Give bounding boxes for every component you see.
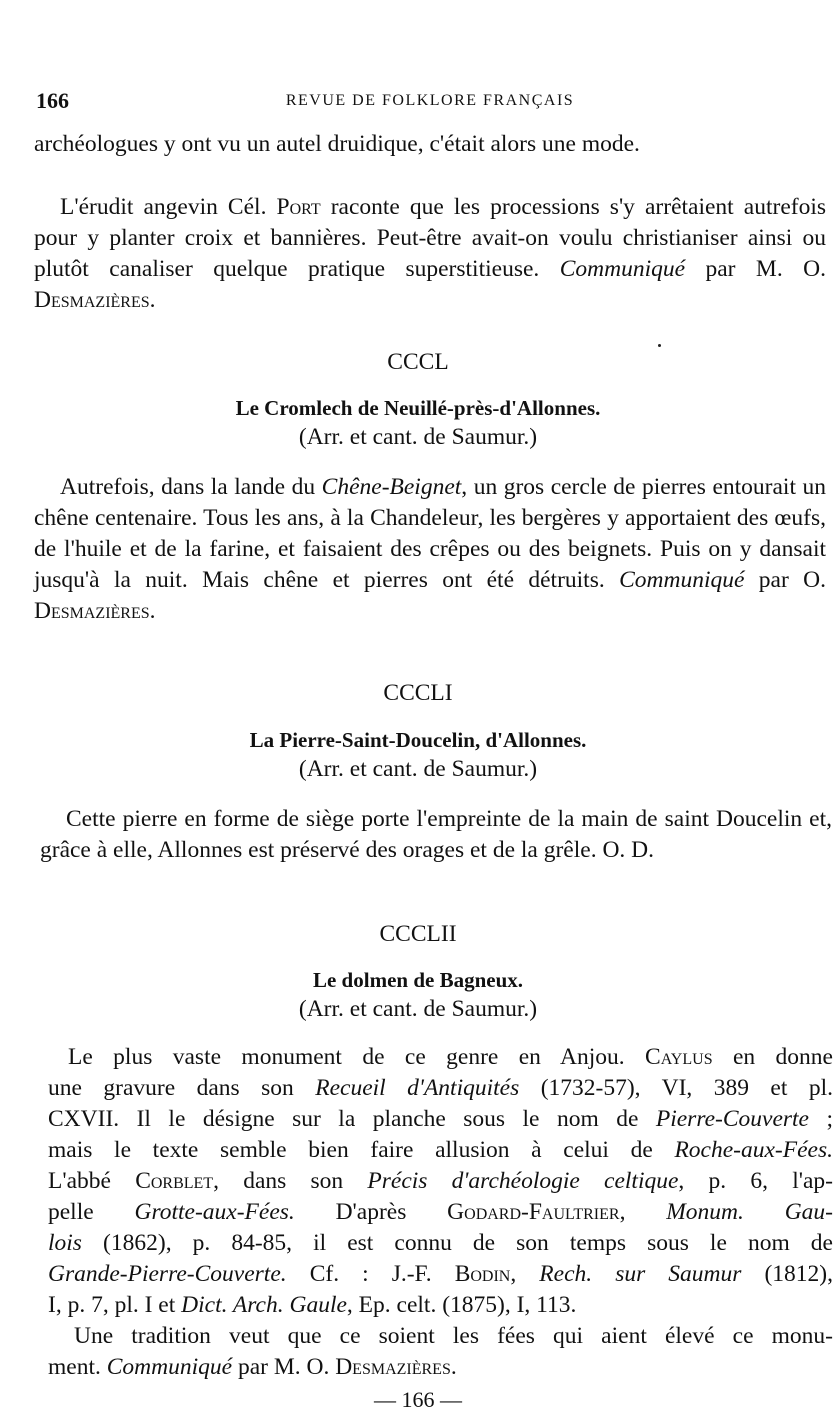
running-head <box>34 84 826 116</box>
text-line: I, p. 7, pl. I et Dict. Arch. Gaule, Ep. celt. (1875), I, 113. <box>48 1292 577 1318</box>
folio-page-number: 166 <box>36 88 69 113</box>
section-paragraph: Cette pierre en forme de siège porte l'empreinte de la main de saint Doucelin et, grâce à elle, Allonnes est préservé des orages et de la grêle. O. D. <box>40 806 832 863</box>
text-line: ment. Communiqué par M. O. Desmazières. <box>48 1354 457 1380</box>
closing-paragraph <box>48 1321 833 1383</box>
text-line: L'abbé Corblet, dans son Précis d'archéologie celtique, p. 6, l'ap- <box>48 1168 834 1194</box>
section-subtitle: (Arr. et cant. de Saumur.) <box>298 424 538 450</box>
section-subtitle: (Arr. et cant. de Saumur.) <box>298 756 538 782</box>
section-paragraph: Autrefois, dans la lande du Chêne-Beignet, un gros cercle de pierres entourait un chêne centenaire. Tous les ans, à la Chandeleur, les bergères y apportaient des œufs, de l'huile et de la farine, et faisaient des crêpes ou des beignets. Puis on y dansait jusqu'à la nuit. Mais chêne et pierres ont été détruits. Communiqué par O. Desmazières. <box>34 474 827 624</box>
print-speck <box>658 344 661 347</box>
author-desmazieres: Desmazières <box>34 287 150 313</box>
text-line: Le plus vaste monument de ce genre en Anjou. Caylus en donne <box>68 1044 833 1070</box>
intro-paragraph-2: L'érudit angevin Cél. Port raconte que les processions s'y arrêtaient autrefois pour y planter croix et bannières. Peut-être avait-on voulu christianiser ainsi ou plutôt canaliser quelque pratique superstitieuse. Communiqué par M. O. Desmazières. <box>34 194 826 313</box>
section-paragraph <box>48 1042 833 1321</box>
intro-paragraph-1: archéologues y ont vu un autel druidique, c'était alors une mode. <box>34 131 640 157</box>
section-numeral: CCCLII <box>379 921 457 947</box>
section-subtitle: (Arr. et cant. de Saumur.) <box>298 996 538 1022</box>
section-numeral: CCCL <box>387 349 449 375</box>
page-footer-number: — 166 — <box>374 1387 462 1412</box>
section-numeral: CCCLI <box>383 680 453 706</box>
section-title: Le Cromlech de Neuillé-près-d'Allonnes. <box>235 396 601 420</box>
section-title: La Pierre-Saint-Doucelin, d'Allonnes. <box>249 728 587 752</box>
author-port: Port <box>276 194 321 220</box>
text-line: Une tradition veut que ce soient les fées qui aient élevé ce monu- <box>74 1323 833 1349</box>
section-title: Le dolmen de Bagneux. <box>312 968 524 992</box>
text-line: une gravure dans son Recueil d'Antiquités (1732-57), VI, 389 et pl. <box>48 1075 834 1101</box>
journal-title: REVUE DE FOLKLORE FRANÇAIS <box>285 92 575 109</box>
text-line: Grande-Pierre-Couverte. Cf. : J.-F. Bodin, Rech. sur Saumur (1812), <box>48 1261 834 1287</box>
text-line: pelle Grotte-aux-Fées. D'après Godard-Faultrier, Monum. Gau- <box>48 1199 833 1225</box>
text-line: mais le texte semble bien faire allusion à celui de Roche-aux-Fées. <box>48 1137 833 1163</box>
text-line: CXVII. Il le désigne sur la planche sous le nom de Pierre-Couverte ; <box>48 1106 833 1132</box>
text-line: lois (1862), p. 84-85, il est connu de son temps sous le nom de <box>48 1230 833 1256</box>
